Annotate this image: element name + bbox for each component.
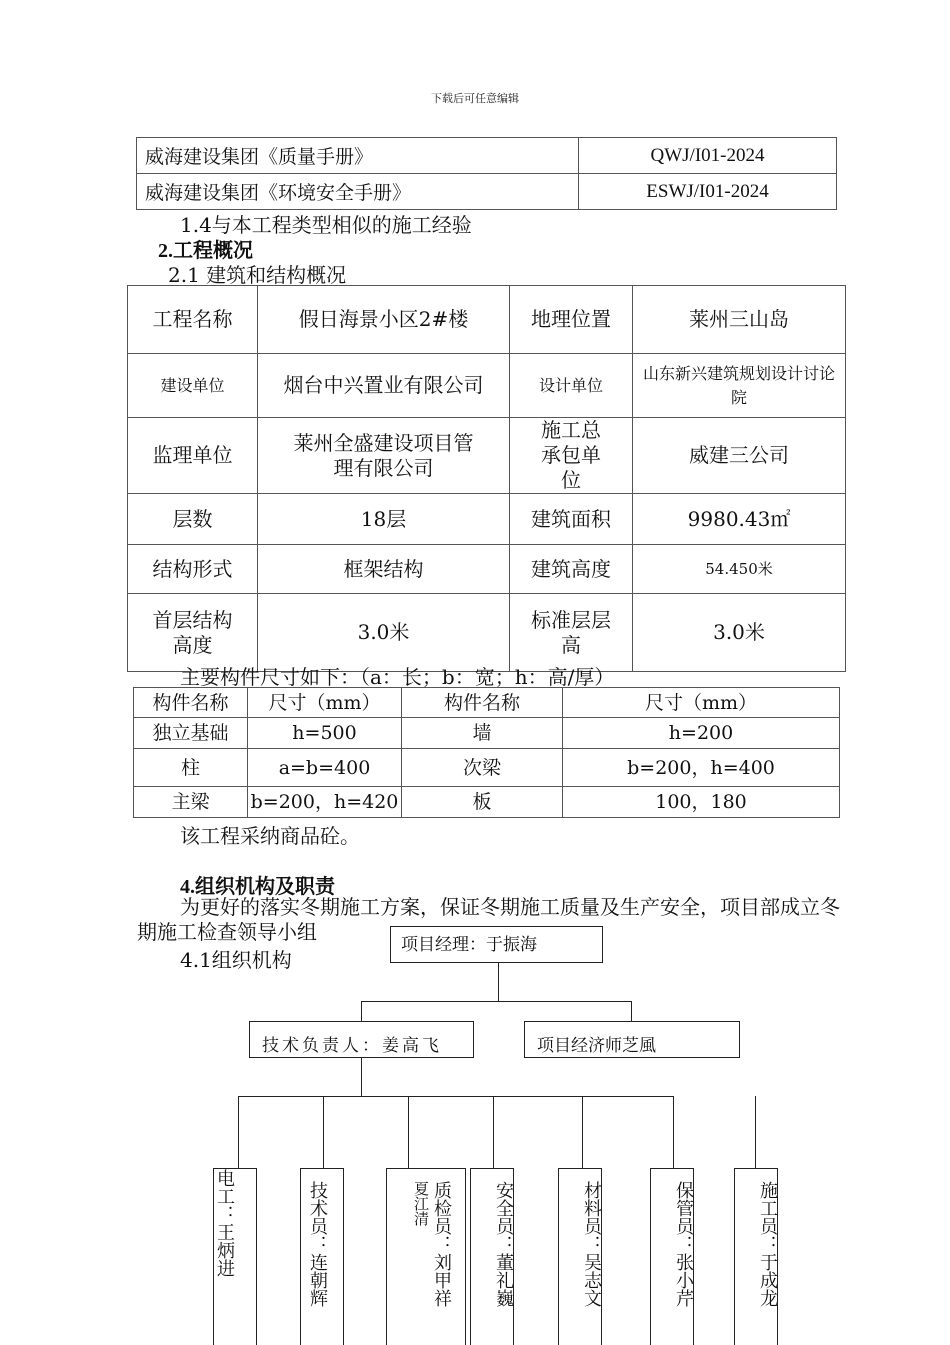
table-row bbox=[134, 787, 840, 818]
section-2-heading: 2.工程概况 bbox=[158, 240, 253, 262]
overview-value: 山东新兴建筑规划设计讨论院 bbox=[633, 354, 846, 418]
members-table bbox=[133, 687, 840, 818]
members-cell: h=200 bbox=[563, 718, 840, 749]
overview-table bbox=[127, 285, 846, 672]
members-intro: 主要构件尺寸如下：（a：长；b：宽；h：高/厚） bbox=[180, 665, 615, 689]
overview-value: 莱州三山岛 bbox=[633, 286, 846, 354]
connector-line bbox=[238, 1096, 239, 1168]
connector-line bbox=[582, 1096, 583, 1168]
table-row bbox=[137, 138, 837, 174]
staff-name: 电工：王炳进 bbox=[214, 1169, 235, 1277]
table-row bbox=[128, 418, 846, 494]
table-row bbox=[128, 354, 846, 418]
connector-line bbox=[498, 963, 499, 1001]
members-cell: 柱 bbox=[134, 749, 248, 787]
connector-line bbox=[631, 1001, 632, 1021]
section-4-1-heading: 4.1组织机构 bbox=[180, 948, 292, 972]
staff-name: 材料员：吴志文 bbox=[581, 1181, 602, 1307]
members-cell: b=200，h=400 bbox=[563, 749, 840, 787]
connector-line bbox=[361, 1001, 632, 1002]
staff-box-quality-inspector bbox=[386, 1168, 466, 1345]
reference-code: QWJ/I01-2024 bbox=[579, 138, 837, 174]
overview-key: 建筑高度 bbox=[510, 545, 633, 594]
connector-line bbox=[238, 1096, 674, 1097]
section-4-paragraph: 为更好的落实冬期施工方案，保证冬期施工质量及生产安全，项目部成立冬期施工检查领导小组 bbox=[137, 895, 840, 944]
reference-code: ESWJ/I01-2024 bbox=[579, 174, 837, 210]
overview-value: 框架结构 bbox=[258, 545, 510, 594]
members-cell: 板 bbox=[402, 787, 563, 818]
connector-line bbox=[493, 1096, 494, 1168]
table-row bbox=[128, 545, 846, 594]
members-cell: h=500 bbox=[248, 718, 402, 749]
overview-key: 标准层层高 bbox=[510, 594, 633, 672]
members-cell: b=200，h=420 bbox=[248, 787, 402, 818]
overview-key: 监理单位 bbox=[128, 418, 258, 494]
staff-box-technician bbox=[300, 1168, 344, 1345]
section-2-1-heading: 2.1 建筑和结构概况 bbox=[168, 263, 347, 287]
table-row bbox=[134, 688, 840, 718]
table-row bbox=[134, 749, 840, 787]
overview-key: 层数 bbox=[128, 494, 258, 545]
table-row bbox=[134, 718, 840, 749]
connector-line bbox=[361, 1058, 362, 1096]
section-4-heading: 4.组织机构及职责 bbox=[180, 876, 335, 898]
overview-value: 烟台中兴置业有限公司 bbox=[258, 354, 510, 418]
section-1-4-heading: 1.4与本工程类型相似的施工经验 bbox=[180, 213, 472, 237]
members-header: 构件名称 bbox=[402, 688, 563, 718]
table-row bbox=[137, 174, 837, 210]
staff-name: 保管员：张小芹 bbox=[673, 1181, 694, 1307]
page-header-note: 下载后可任意编辑 bbox=[431, 92, 519, 105]
members-header: 尺寸（mm） bbox=[248, 688, 402, 718]
connector-line bbox=[408, 1096, 409, 1168]
overview-key: 施工总承包单位 bbox=[510, 418, 633, 494]
overview-key: 建筑面积 bbox=[510, 494, 633, 545]
overview-key: 工程名称 bbox=[128, 286, 258, 354]
staff-name: 施工员：于成龙 bbox=[757, 1181, 778, 1307]
members-cell: 次梁 bbox=[402, 749, 563, 787]
staff-box-storekeeper bbox=[650, 1168, 694, 1345]
reference-name: 威海建设集团《质量手册》 bbox=[137, 138, 579, 174]
overview-key: 地理位置 bbox=[510, 286, 633, 354]
reference-table bbox=[136, 137, 837, 210]
economist-box: 项目经济师芝風 bbox=[524, 1021, 740, 1058]
manager-box: 项目经理：于振海 bbox=[390, 926, 603, 963]
connector-line bbox=[673, 1096, 674, 1168]
connector-line bbox=[361, 1001, 362, 1021]
staff-name: 夏江清 bbox=[412, 1181, 430, 1226]
members-header: 尺寸（mm） bbox=[563, 688, 840, 718]
concrete-note: 该工程采纳商品砼。 bbox=[180, 824, 360, 848]
table-row bbox=[128, 286, 846, 354]
members-header: 构件名称 bbox=[134, 688, 248, 718]
members-cell: 墙 bbox=[402, 718, 563, 749]
overview-value: 威建三公司 bbox=[633, 418, 846, 494]
staff-name: 质检员：刘甲祥 bbox=[431, 1181, 452, 1307]
overview-value: 3.0米 bbox=[258, 594, 510, 672]
staff-box-electrician bbox=[213, 1168, 257, 1345]
staff-box-materials bbox=[558, 1168, 602, 1345]
table-row bbox=[128, 594, 846, 672]
overview-value: 假日海景小区2#楼 bbox=[258, 286, 510, 354]
overview-value: 18层 bbox=[258, 494, 510, 545]
members-cell: 主梁 bbox=[134, 787, 248, 818]
overview-value: 3.0米 bbox=[633, 594, 846, 672]
staff-box-construction-worker bbox=[734, 1168, 778, 1345]
overview-value: 54.450米 bbox=[633, 545, 846, 594]
overview-key: 结构形式 bbox=[128, 545, 258, 594]
connector-line bbox=[755, 1096, 756, 1168]
members-cell: 独立基础 bbox=[134, 718, 248, 749]
members-cell: 100，180 bbox=[563, 787, 840, 818]
staff-name: 技术员：连朝辉 bbox=[307, 1181, 328, 1307]
staff-box-safety-officer bbox=[470, 1168, 514, 1345]
reference-name: 威海建设集团《环境安全手册》 bbox=[137, 174, 579, 210]
members-cell: a=b=400 bbox=[248, 749, 402, 787]
overview-key: 建设单位 bbox=[128, 354, 258, 418]
overview-key: 首层结构高度 bbox=[128, 594, 258, 672]
overview-value: 莱州全盛建设项目管理有限公司 bbox=[258, 418, 510, 494]
staff-name: 安全员：董礼巍 bbox=[493, 1181, 514, 1307]
connector-line bbox=[323, 1096, 324, 1168]
overview-key: 设计单位 bbox=[510, 354, 633, 418]
overview-value: 9980.43㎡ bbox=[633, 494, 846, 545]
tech-lead-box: 技术负责人：姜高飞 bbox=[249, 1021, 474, 1058]
table-row bbox=[128, 494, 846, 545]
